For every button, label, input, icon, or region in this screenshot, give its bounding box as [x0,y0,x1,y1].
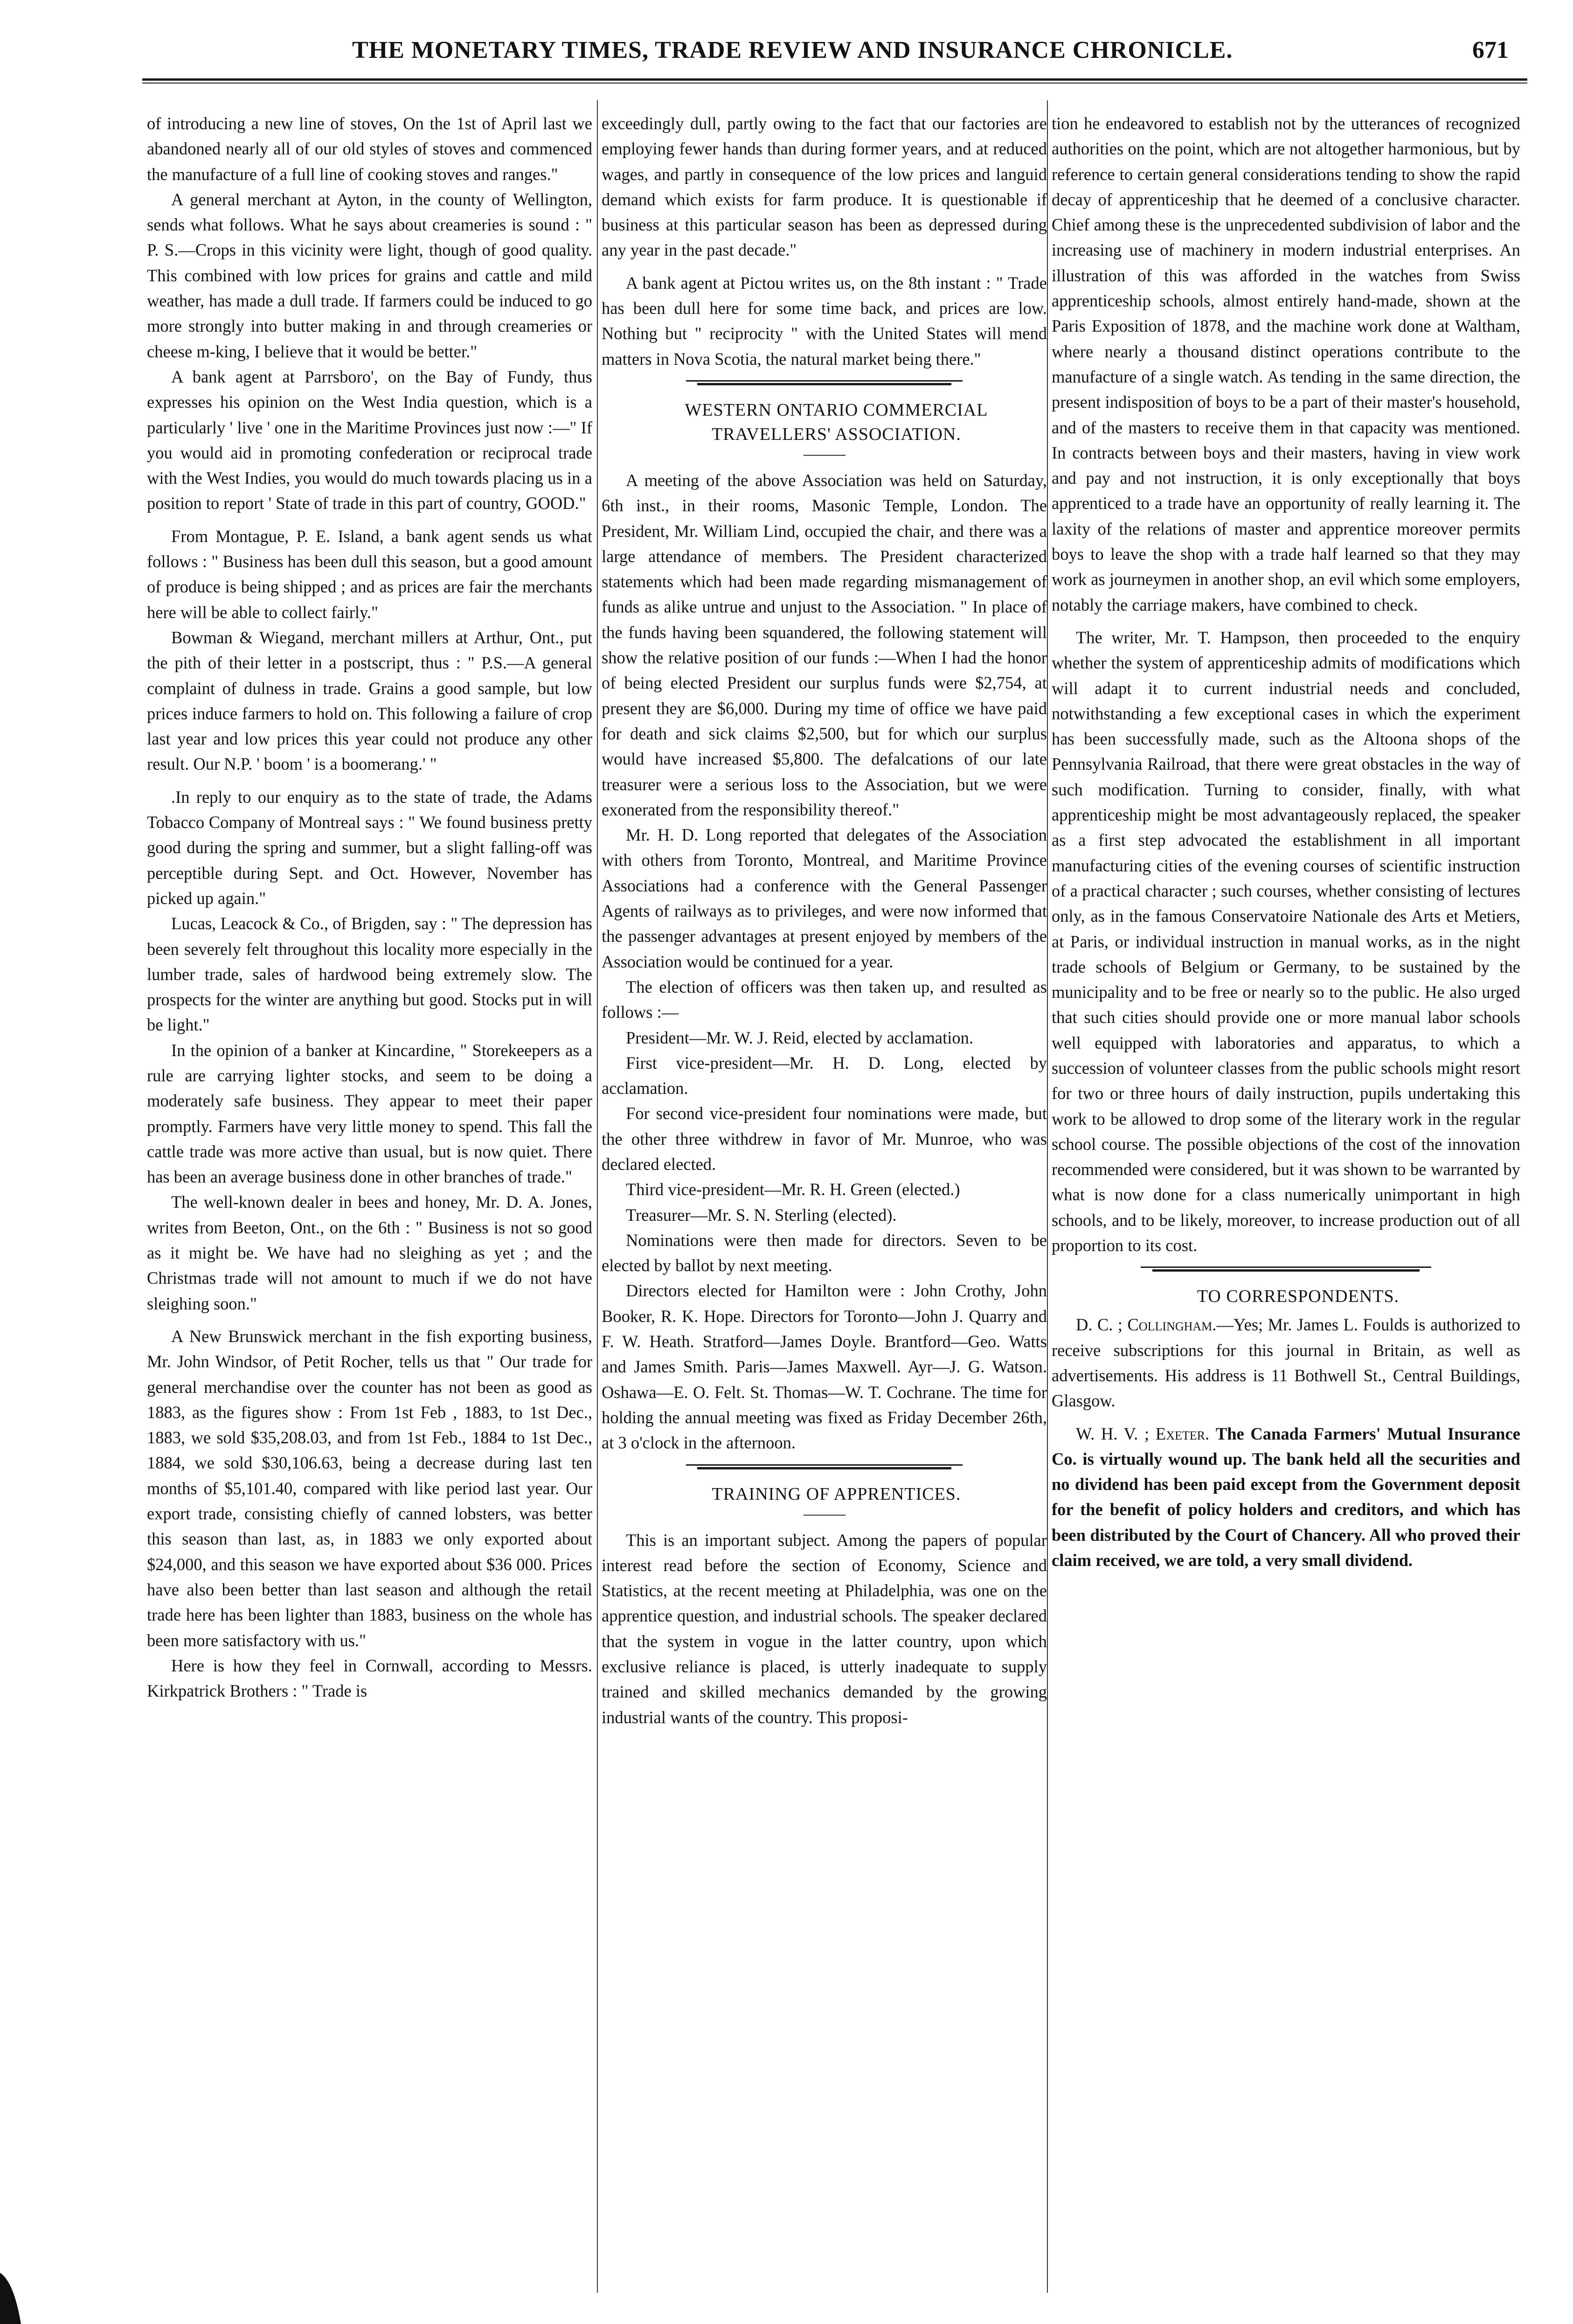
section-heading-correspondents: TO CORRESPONDENTS. [1197,1287,1400,1307]
correspondent-initials: W. H. V. ; [1076,1424,1150,1443]
paragraph: Third vice-president—Mr. R. H. Green (elected.) [626,1180,960,1199]
paragraph: A meeting of the above Association was held on Saturday, 6th inst., in their rooms, Masonic Temple, London. The President, Mr. William Lind, occupied the chair, and there was a large attendance of members. The President characterized statements which had been made regarding mismanagement of funds as alike untrue and unjust to the Association. " In place of the funds having been squandered, the following statement will show the relative position of our funds :—When I had the honor of being elected President our surplus funds were $2,754, at present they are $6,000. During my time of office we have paid for death and sick claims $2,500, but for which our surplus would have increased $5,800. The defalcations of our late treasurer were a serious loss to the Association, but we were exonerated from the responsibility thereof." [602,470,1047,819]
correspondent-initials: D. C. ; [1076,1315,1123,1335]
running-title: THE MONETARY TIMES, TRADE REVIEW AND INSURANCE CHRONICLE. [352,37,1233,63]
paragraph: First vice-president—Mr. H. D. Long, elected by acclamation. [602,1053,1047,1098]
paragraph: A New Brunswick merchant in the fish exporting business, Mr. John Windsor, of Petit Rocher, tells us that " Our trade for general merchandise over the counter has not been as good as 1883, as the figures show : From 1st Feb , 1883, to 1st Dec., 1883, we sold $35,208.03, and from 1st Feb., 1884 to 1st Dec., 1884, we sold $30,106.63, being a decrease during last ten months of $5,101.40, compared with like period last year. Our export trade, consisting chiefly of canned lobsters, was better this season than last, as, in 1883 we only exported about $24,000, and this season we have exported about $36 000. Prices have also been better than last season and although the retail trade here has been lighter than 1883, business on the whole has been more satisfactory with us." [147,1326,592,1650]
paragraph: A bank agent at Pictou writes us, on the 8th instant : " Trade has been dull here for some time back, and prices are low. Nothing but " reciprocity " with the United States will mend matters in Nova Scotia, the natural market being there." [602,273,1047,369]
page-header [142,36,1527,81]
correspondent-entry [1052,1421,1520,1573]
page-number: 671 [1472,37,1509,63]
paragraph: The election of officers was then taken up, and resulted as follows :— [602,977,1047,1022]
correspondent-entry [1052,1312,1520,1413]
column-divider [597,100,598,2293]
paragraph: President—Mr. W. J. Reid, elected by acclamation. [626,1028,974,1047]
paragraph: .In reply to our enquiry as to the state of trade, the Adams Tobacco Company of Montreal says : " We found business pretty good during the spring and summer, but a slight falling-off was perceptible during Sept. and Oct. However, November has picked up again." [147,787,592,908]
column-1 [147,111,592,1704]
paragraph: For second vice-president four nominations were made, but the other three withdrew in favor of Mr. Munroe, who was declared elected. [602,1104,1047,1174]
section-heading-wota-2: TRAVELLERS' ASSOCIATION. [712,424,961,444]
paragraph: Nominations were then made for directors. Seven to be elected by ballot by next meeting. [602,1230,1047,1275]
paragraph: The writer, Mr. T. Hampson, then proceeded to the enquiry whether the system of apprenticeship admits of modifications which will adapt it to current industrial needs and concluded, notwithstanding a few exceptional cases in which the experiment has been successfully made, such as the Altoona shops of the Pennsylvania Railroad, that there were great obstacles in the way of such modification. Turning to consider, finally, with what apprenticeship might be most advantageously replaced, the speaker as a first step advocated the establishment in all important manufacturing cities of the evening courses of scientific instruction of a practical character ; such courses, whether consisting of lectures only, as in the famous Conservatoire Nationale des Arts et Metiers, at Paris, or individual instruction in manual works, as in the night trade schools of Belgium or Germany, to be sustained by the municipality and to be free or nearly so to the public. He also urged that such cities should provide one or more manual labor schools well equipped with laboratories and apparatus, to which a succession of volunteer classes from the public schools might resort for two or three hours of daily instruction, pupils undertaking this work to be allowed to drop some of the literary work in the regular school course. The possible objections of the cost of the innovation recommended were considered, but it was shown to be warranted by what is now done for a class numerically unimportant in high schools, and to be likely, moreover, to increase production out of all proportion to its cost. [1052,627,1520,1255]
paragraph: Directors elected for Hamilton were : John Crothy, John Booker, R. K. Hope. Directors for Toronto—John J. Quarry and F. W. Heath. Stratford—James Doyle. Brantford—Geo. Watts and James Smith. Paris—James Maxwell. Ayr—J. G. Watson. Oshawa—E. O. Felt. St. Thomas—W. T. Cochrane. The time for holding the annual meeting was fixed as Friday December 26th, at 3 o'clock in the afternoon. [602,1281,1047,1453]
correspondent-reply: The Canada Farmers' Mutual Insurance Co. is virtually wound up. The bank held all the securities and no dividend has been paid except from the Government deposit for the benefit of policy holders and creditors, and which has been distributed by the Court of Chancery. All who proved their claim received, we are told, a very small dividend. [1052,1424,1520,1570]
correspondent-place: Collingham. [1127,1315,1217,1335]
paragraph: A general merchant at Ayton, in the county of Wellington, sends what follows. What he says about creameries is sound : " P. S.—Crops in this vicinity were light, though of good quality. This combined with low prices for grains and cattle and mild weather, has made a dull trade. If farmers could be induced to go more strongly into butter making in and through creameries or cheese m-king, I believe that it would be better." [147,189,592,361]
section-heading-apprentices: TRAINING OF APPRENTICES. [712,1484,961,1504]
paragraph: exceedingly dull, partly owing to the fact that our factories are employing fewer hands than during former years, and at reduced wages, and partly in consequence of the low prices and languid demand which exists for farm produce. It is questionable if business at this particular season has been as depressed during any year in the past decade." [602,114,1047,260]
header-double-rule [142,78,1527,83]
paragraph: tion he endeavored to establish not by the utterances of recognized authorities on the point, which are not altogether harmonious, but by reference to certain general considerations tending to show the rapid decay of apprenticeship that he deemed of a conclusive character. Chief among these is the unprecedented subdivision of labor and the increasing use of machinery in modern industrial enterprises. An illustration of this was afforded in the watches from Swiss apprenticeship schools, almost entirely hand-made, shown at the Paris Exposition of 1878, and the machine work done at Waltham, where nearly a thousand distinct operations contribute to the manufacture of a single watch. As tending in the same direction, the present indisposition of boys to be a part of their master's household, and of the masters to receive them in that capacity was mentioned. In contracts between boys and their masters, having in view work and pay and not instruction, it is only exceptionally that boys apprenticed to a trade have an opportunity of really learning it. The laxity of the relations of master and apprentice moreover permits boys to leave the shop with a trade half learned so that they may work as journeymen in another shop, an evil which some employers, notably the carriage makers, have combined to check. [1052,114,1520,614]
paragraph: Lucas, Leacock & Co., of Brigden, say : " The depression has been severely felt throughout this locality more especially in the lumber trade, sales of hardwood being extremely slow. The prospects for the winter are anything but good. Stocks put in will be light." [147,914,592,1035]
correspondent-reply: —Yes; Mr. James L. Foulds is authorized to receive subscriptions for this journal in Britain, as well as advertisements. His address is 11 Bothwell St., Central Buildings, Glasgow. [1052,1315,1521,1411]
paragraph: Here is how they feel in Cornwall, according to Messrs. Kirkpatrick Brothers : " Trade is [147,1656,592,1701]
heading-rule [804,1515,845,1516]
section-rule [686,380,962,386]
paragraph: From Montague, P. E. Island, a bank agent sends us what follows : " Business has been dull this season, but a good amount of produce is being shipped ; and as prices are fair the merchants here will be able to collect fairly." [147,526,592,622]
paragraph: The well-known dealer in bees and honey, Mr. D. A. Jones, writes from Beeton, Ont., on the 6th : " Business is not so good as it might be. We have had no sleighing as yet ; and the Christmas trade will not amount to much if we do not have sleighing soon." [147,1192,592,1313]
section-rule [1141,1266,1431,1272]
paragraph: In the opinion of a banker at Kincardine, " Storekeepers as a rule are carrying lighter stocks, and seem to be doing a moderately safe business. They appear to meet their paper promptly. Farmers have very little money to spend. This fall the cattle trade was more active than usual, but is now quiet. There has been an average business done in other branches of trade." [147,1040,592,1187]
paragraph: A bank agent at Parrsboro', on the Bay of Fundy, thus expresses his opinion on the West India question, which is a particularly ' live ' one in the Maritime Provinces just now :—" If you would aid in promoting confederation or reciprocal trade with the West Indies, you would do much towards placing us in a position to report ' State of trade in this part of country, GOOD." [147,367,592,513]
column-3 [1052,111,1520,1573]
section-rule [686,1464,962,1470]
paragraph: Treasurer—Mr. S. N. Sterling (elected). [626,1205,897,1225]
binding-shadow-mark [0,2254,33,2324]
paragraph: of introducing a new line of stoves, On the 1st of April last we abandoned nearly all of our old styles of stoves and commenced the manufacture of a full line of cooking stoves and ranges." [147,114,592,184]
column-divider [1047,100,1048,2293]
correspondent-place: Exeter. [1155,1424,1210,1443]
section-heading-wota-1: WESTERN ONTARIO COMMERCIAL [685,400,988,420]
heading-rule [804,455,845,456]
paragraph: Bowman & Wiegand, merchant millers at Arthur, Ont., put the pith of their letter in a postscript, thus : " P.S.—A general complaint of dulness in trade. Grains a good sample, but low prices induce farmers to hold on. This following a failure of crop last year and low prices this year could not produce any other result. Our N.P. ' boom ' is a boomerang.' " [147,627,592,774]
column-2 [602,111,1047,1730]
paragraph: Mr. H. D. Long reported that delegates of the Association with others from Toronto, Montreal, and Maritime Province Associations had a conference with the General Passenger Agents of railways as to privileges, and were now informed that the passenger advantages at present enjoyed by members of the Association would be continued for a year. [602,825,1047,971]
paragraph: This is an important subject. Among the papers of popular interest read before the section of Economy, Science and Statistics, at the recent meeting at Philadelphia, was one on the apprentice question, and industrial schools. The speaker declared that the system in vogue in the latter country, upon which exclusive reliance is placed, is utterly inadequate to supply trained and skilled mechanics demanded by the growing industrial wants of the country. This proposi- [602,1530,1047,1727]
